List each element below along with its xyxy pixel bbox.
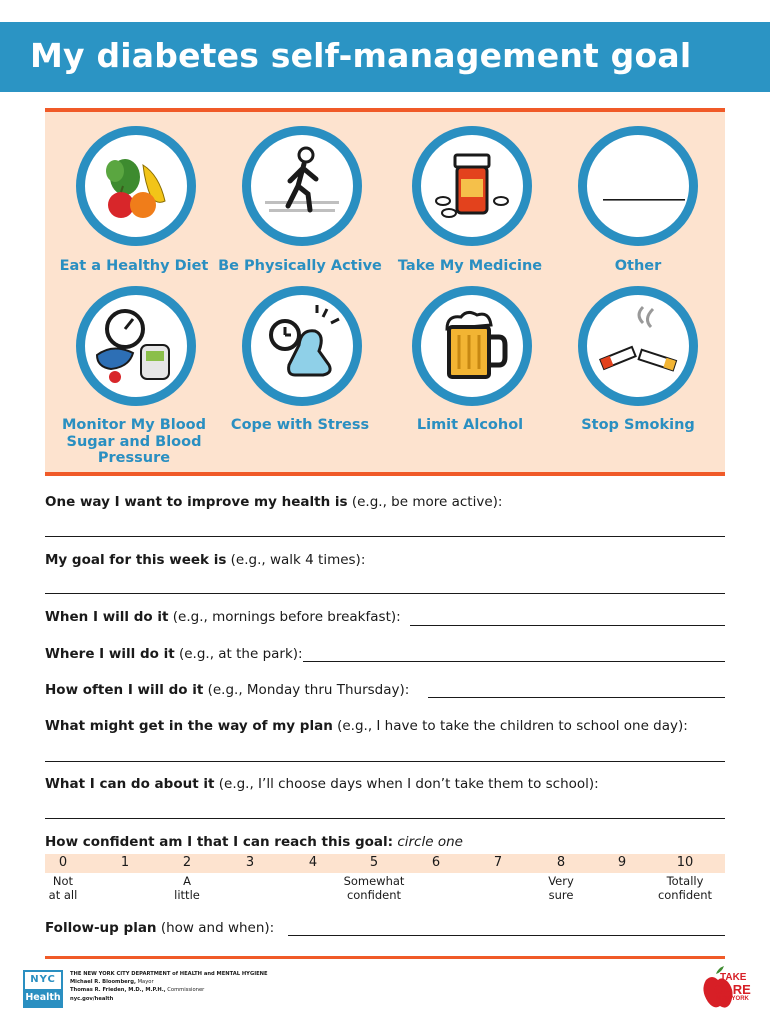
- question-obstacle: What might get in the way of my plan (e.g., I have to take the children to school one day):: [45, 718, 688, 734]
- scale-option-8[interactable]: 8: [556, 855, 566, 870]
- question-improve-health: One way I want to improve my health is (e.g., be more active):: [45, 494, 503, 510]
- scale-option-9[interactable]: 9: [617, 855, 627, 870]
- scale-caption-8: Very sure: [548, 874, 574, 902]
- blank-line-icon[interactable]: [578, 126, 698, 246]
- question-how-often: How often I will do it (e.g., Monday thru Thursday):: [45, 682, 410, 698]
- obstacle-answer-line[interactable]: [45, 761, 725, 762]
- how-often-answer-line[interactable]: [428, 697, 725, 698]
- confidence-question: How confident am I that I can reach this goal: circle one: [45, 834, 463, 850]
- improve-health-answer-line[interactable]: [45, 536, 725, 537]
- scale-option-5[interactable]: 5: [369, 855, 379, 870]
- goal-label-limit-alcohol: Limit Alcohol: [416, 417, 524, 433]
- question-where: Where I will do it (e.g., at the park):: [45, 646, 303, 662]
- scale-option-3[interactable]: 3: [245, 855, 255, 870]
- footer-divider: [45, 956, 725, 959]
- healthy-food-icon[interactable]: [76, 126, 196, 246]
- stressed-person-clock-icon[interactable]: [242, 286, 362, 406]
- walking-person-icon[interactable]: [242, 126, 362, 246]
- panel-divider: [45, 472, 725, 476]
- scale-option-2[interactable]: 2: [182, 855, 192, 870]
- goal-label-take-my-medicine: Take My Medicine: [397, 258, 543, 274]
- beer-mug-icon[interactable]: [412, 286, 532, 406]
- scale-option-7[interactable]: 7: [493, 855, 503, 870]
- goal-label-eat-healthy-diet: Eat a Healthy Diet: [59, 258, 209, 274]
- when-answer-line[interactable]: [410, 625, 725, 626]
- scale-option-10[interactable]: 10: [676, 855, 694, 870]
- question-solution: What I can do about it (e.g., I’ll choose days when I don’t take them to school):: [45, 776, 599, 792]
- follow-up-answer-line[interactable]: [288, 935, 725, 936]
- goal-label-monitor-blood-sugar: Monitor My Blood Sugar and Blood Pressure: [61, 417, 207, 466]
- cigarette-icon[interactable]: [578, 286, 698, 406]
- question-week-goal: My goal for this week is (e.g., walk 4 times):: [45, 552, 366, 568]
- scale-caption-0: Not at all: [48, 874, 78, 902]
- scale-option-0[interactable]: 0: [58, 855, 68, 870]
- scale-caption-2: A little: [174, 874, 200, 902]
- top-margin: [0, 0, 770, 22]
- page-title: My diabetes self-management goal: [30, 36, 692, 75]
- nyc-health-logo: NYC Health: [23, 970, 63, 1008]
- scale-option-4[interactable]: 4: [308, 855, 318, 870]
- week-goal-answer-line[interactable]: [45, 593, 725, 594]
- blood-pressure-meter-icon[interactable]: [76, 286, 196, 406]
- question-follow-up: Follow-up plan (how and when):: [45, 920, 275, 936]
- where-answer-line[interactable]: [303, 661, 725, 662]
- scale-option-6[interactable]: 6: [431, 855, 441, 870]
- scale-option-1[interactable]: 1: [120, 855, 130, 870]
- goal-label-stop-smoking: Stop Smoking: [581, 417, 695, 433]
- medicine-bottle-icon[interactable]: [412, 126, 532, 246]
- scale-caption-5: Somewhat confident: [343, 874, 405, 902]
- department-credits: THE NEW YORK CITY DEPARTMENT of HEALTH and MENTAL HYGIENE Michael R. Bloomberg, Mayor Thomas R. Frieden, M.D., M.P.H., Commissioner nyc.gov/health: [70, 971, 268, 1002]
- title-banner: [0, 22, 770, 92]
- solution-answer-line[interactable]: [45, 818, 725, 819]
- goal-label-cope-with-stress: Cope with Stress: [230, 417, 370, 433]
- goal-label-other: Other: [614, 258, 662, 274]
- question-when: When I will do it (e.g., mornings before breakfast):: [45, 609, 401, 625]
- take-care-new-york-logo: TAKE CARE NEW YORK: [700, 962, 750, 1010]
- scale-caption-10: Totally confident: [657, 874, 713, 902]
- goal-label-be-physically-active: Be Physically Active: [218, 258, 382, 274]
